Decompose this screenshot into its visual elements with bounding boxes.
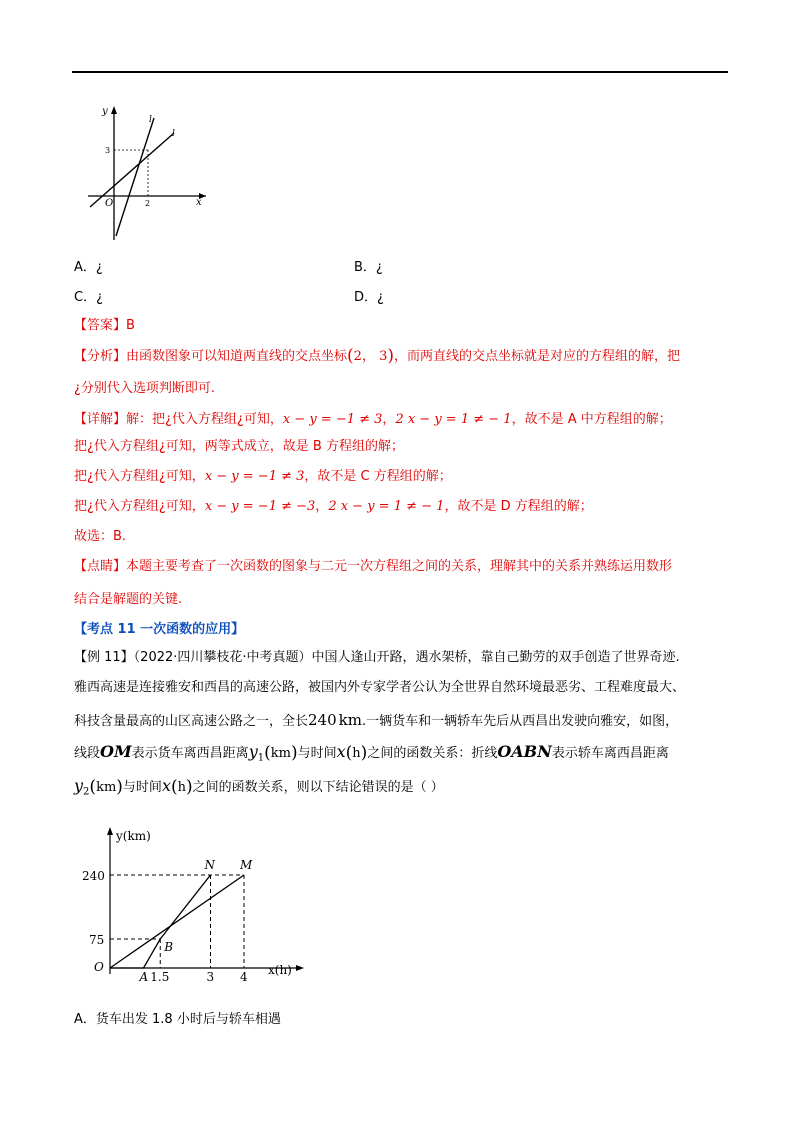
ex-l4-oabn: OABN <box>497 742 552 761</box>
ex-l3-num: 240 <box>308 711 337 729</box>
ex-l5-km: km <box>96 780 117 795</box>
option-b: B．¿ <box>354 260 383 275</box>
label-l2: l <box>172 129 175 139</box>
coord-close: ) <box>387 346 394 366</box>
detail-tag: 【详解】 <box>74 412 127 427</box>
option-c: C．¿ <box>74 290 103 305</box>
detail-l1-tail: ，故不是 A 中方程组的解； <box>511 412 672 427</box>
example-line-1: 【例 11】（2022·四川攀枝花·中考真题）中国人逢山开路，遇水架桥，靠自己勤劳的双手创造了世界奇迹. <box>74 650 680 665</box>
ex-l4-x: x <box>336 742 346 761</box>
ex-l3-a: 科技含量最高的山区高速公路之一，全长 <box>74 714 309 729</box>
coord-value: 2， 3 <box>353 349 388 364</box>
label-l1: l <box>149 115 152 125</box>
detail-l1-sep: ， <box>382 412 396 427</box>
y-tick-240: 240 <box>82 869 105 883</box>
ex-l4-d: 之间的函数关系：折线 <box>367 746 498 761</box>
detail-line-3 <box>74 467 452 487</box>
ex-l4-a: 线段 <box>74 746 101 761</box>
ex-l4-sub: 1 <box>257 752 265 764</box>
option-a-2: A．货车出发 1.8 小时后与轿车相遇 <box>74 1012 281 1027</box>
detail-l3-text: 把¿代入方程组¿可知， <box>74 469 205 484</box>
point-label-b: B <box>164 939 174 954</box>
ex-l5-b: 之间的函数关系，则以下结论错误的是（ ） <box>192 780 444 795</box>
detail-line-2: 把¿代入方程组¿可知，两等式成立，故是 B 方程组的解； <box>74 439 404 454</box>
ex-l5-y: y <box>74 776 84 795</box>
ex-l5-x: x <box>161 776 171 795</box>
x-tick-4: 4 <box>240 970 248 982</box>
point-label-n: N <box>204 858 215 872</box>
comment-line-1 <box>74 557 672 577</box>
analysis-text-1: 由函数图象可以知道两直线的交点坐标 <box>126 349 348 364</box>
example-line-2: 雅西高速是连接雅安和西昌的高速公路，被国内外专家学者公认为全世界自然环境最恶劣、工程难度最大、 <box>74 680 686 695</box>
example-line-5: $y_2(km)$与时间x(h)之间的函数关系，则以下结论错误的是（ ） <box>74 776 444 798</box>
chart-y-arrow <box>107 827 113 835</box>
point-label-m: M <box>240 858 253 872</box>
option-d: D．¿ <box>354 290 384 305</box>
distance-time-chart <box>76 822 306 982</box>
detail-l1-eq1: x − y = −1 ≠ 3 <box>282 412 383 427</box>
header-rule <box>72 71 728 73</box>
chart-origin-label: O <box>94 960 104 974</box>
analysis-text-2: ，而两直线的交点坐标就是对应的方程组的解，把 <box>394 349 681 364</box>
ex-l4-om: OM <box>100 742 132 761</box>
ex-l5-sub: 2 <box>83 786 90 798</box>
chart-ylabel: y(km) <box>116 829 151 843</box>
chart-x-arrow <box>296 965 304 971</box>
tick-3: 3 <box>105 146 111 155</box>
x-label: x <box>196 197 202 208</box>
line-l1 <box>116 118 154 236</box>
detail-line-1 <box>74 410 672 430</box>
origin-label: O <box>105 198 114 209</box>
detail-l4-eq1: x − y = −1 ≠ −3 <box>204 499 316 514</box>
detail-l4-sep: ， <box>315 499 329 514</box>
point-label-a: A <box>139 970 149 982</box>
chart-xlabel: x(h) <box>268 963 292 977</box>
x-tick-3: 3 <box>206 970 215 982</box>
ex-l5-a: 与时间 <box>122 780 162 795</box>
detail-l4-text: 把¿代入方程组¿可知， <box>74 499 205 514</box>
ex-l4-e: 表示轿车离西昌距离 <box>551 746 669 761</box>
detail-l3-eq: x − y = −1 ≠ 3 <box>204 469 305 484</box>
coord-open: ( <box>347 346 354 366</box>
analysis-line-2: ¿分别代入选项判断即可. <box>74 381 216 396</box>
analysis-line-1 <box>74 346 680 367</box>
detail-l1-text: 解：把¿代入方程组¿可知， <box>126 412 283 427</box>
ex-l4-km: km <box>270 746 291 761</box>
comment-tag: 【点睛】 <box>74 559 127 574</box>
example-line-4: 线段OM表示货车离西昌距离$y_1(km)$与时间x(h)之间的函数关系：折线OABN表示轿车离西昌距离 <box>74 742 669 764</box>
ex-l5-h: h <box>177 780 186 795</box>
ex-l4-c: 与时间 <box>297 746 337 761</box>
comment-text-1: 本题主要考查了一次函数的图象与二元一次方程组之间的关系，理解其中的关系并熟练运用数形 <box>126 559 673 574</box>
detail-l3-tail: ，故不是 C 方程组的解； <box>304 469 452 484</box>
option-a: A．¿ <box>74 260 103 275</box>
y-label: y <box>102 106 108 117</box>
ex-l4-h: h <box>352 746 361 761</box>
ex-l3-unit: km <box>338 711 362 729</box>
y-tick-75: 75 <box>89 932 105 947</box>
y-axis-arrow <box>111 106 117 114</box>
detail-l4-eq2: 2 x − y = 1 ≠ − 1 <box>328 499 445 514</box>
analysis-tag: 【分析】 <box>74 349 127 364</box>
answer-value: B <box>126 318 135 333</box>
answer-tag: 【答案】 <box>74 318 127 333</box>
example-line-3 <box>74 710 678 732</box>
ex-l4-y: y <box>248 742 258 761</box>
ex-l3-b: .一辆货车和一辆轿车先后从西昌出发驶向雅安，如图， <box>361 714 679 729</box>
comment-line-2: 结合是解题的关键. <box>74 592 183 607</box>
tick-2: 2 <box>145 199 151 208</box>
answer-line <box>74 316 135 336</box>
detail-line-4 <box>74 497 593 517</box>
series-om-line <box>110 875 244 968</box>
ex-l4-b: 表示货车离西昌距离 <box>131 746 249 761</box>
detail-line-5: 故选：B. <box>74 529 127 544</box>
x-tick-1-5: 1.5 <box>150 970 170 982</box>
detail-l4-tail: ，故不是 D 方程组的解； <box>444 499 593 514</box>
section-title: 【考点 11 一次函数的应用】 <box>74 622 245 637</box>
figure-two-lines <box>78 100 218 245</box>
detail-l1-eq2: 2 x − y = 1 ≠ − 1 <box>395 412 512 427</box>
